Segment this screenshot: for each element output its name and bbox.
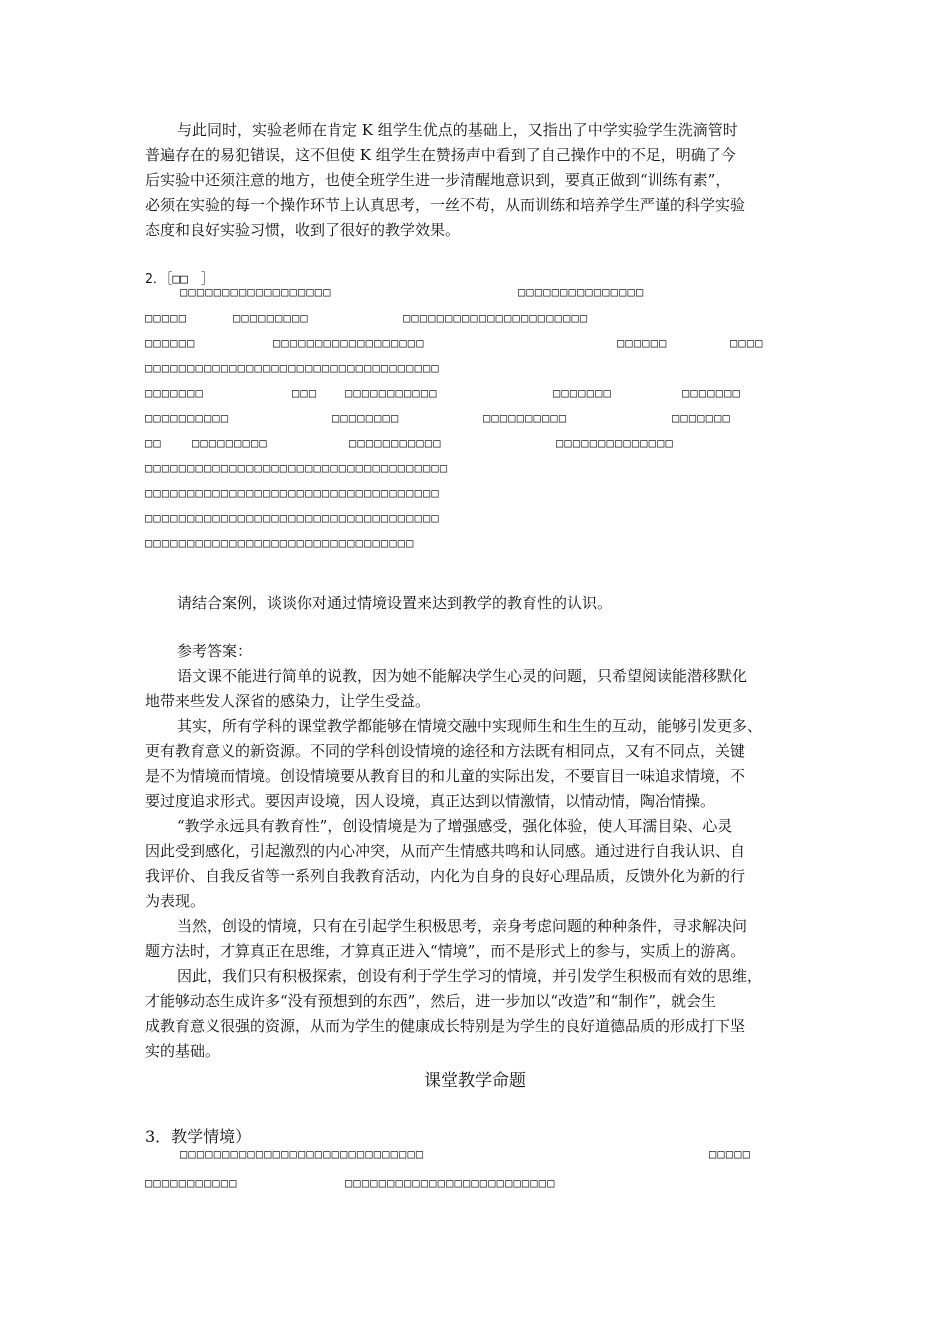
- garbled-text-segment: □□□□□□□□□□□: [345, 386, 438, 400]
- text-line: 题方法时，才算真正在思维，才算真正进入“情境”，而不是形式上的参与，实质上的游离。: [145, 942, 746, 960]
- text-line: 普遍存在的易犯错误，这不但使 K 组学生在赞扬声中看到了自己操作中的不足，明确了今: [145, 146, 736, 164]
- garbled-text-segment: □□□□□□: [617, 336, 668, 350]
- garbled-text-segment: □□□□□□□□□□□□□□□□□□□□□□□□□□□□□□□□□□□□: [145, 461, 449, 475]
- text-line: 态度和良好实验习惯，收到了很好的教学效果。: [145, 221, 461, 239]
- garbled-text-segment: □□□□□□□□□□□: [145, 1176, 238, 1190]
- answer-paragraph-5: [145, 964, 810, 1064]
- text-line: 要过度追求形式。要因声设境，因人设境，真正达到以情激情，以情动情，陶冶情操。: [145, 792, 716, 810]
- text-line: “教学永远具有教育性”，创设情境是为了增强感受，强化体验，使人耳濡目染、心灵: [177, 817, 733, 835]
- section-title: 课堂教学命题: [424, 1071, 526, 1091]
- garbled-text-segment: □□□□: [730, 336, 764, 350]
- garbled-text-segment: □□□□□: [709, 1147, 752, 1161]
- garbled-text-segment: □□□□□□□□□□□□□□□□□□□□□□□□□□□□□□□□□□□: [145, 511, 440, 525]
- garbled-text-segment: □□□□□□□□□□□□□□□□□□□□□□□□□□□□□□□□: [145, 536, 415, 550]
- text-line: 与此同时，实验老师在肯定 K 组学生优点的基础上，又指出了中学实验学生洗滴管时: [177, 121, 738, 139]
- text-line: 必须在实验的每一个操作环节上认真思考，一丝不苟，从而训练和培养学生严谨的科学实验: [145, 196, 746, 214]
- garbled-text-segment: □□□□□□□□□□□□□□: [556, 436, 674, 450]
- text-line: 更有教育意义的新资源。不同的学科创设情境的途径和方法既有相同点，又有不同点，关键: [145, 742, 746, 760]
- text-line: 语文课不能进行简单的说教，因为她不能解决学生心灵的问题，只希望阅读能潜移默化: [177, 667, 748, 685]
- garbled-text-segment: □□□□□□□: [682, 386, 741, 400]
- garbled-text-segment: □□□□□□□□□□□□□□□□□□□□□□□□□□□□□: [180, 1147, 425, 1161]
- text-line: 我评价、自我反省等一系列自我教育活动，内化为自身的良好心理品质，反馈外化为新的行: [145, 867, 746, 885]
- text-line: 是不为情境而情境。创设情境要从教育目的和儿童的实际出发，不要盲目一味追求情境，不: [145, 767, 746, 785]
- answer-paragraph-1: [145, 664, 810, 714]
- garbled-text-segment: □□□□□□□□□□□□□□□□□□: [273, 336, 425, 350]
- text-line: 因此受到感化，引起激烈的内心冲突，从而产生情感共鸣和认同感。通过进行自我认识、自: [145, 842, 746, 860]
- question-3-label: 3．教学情境）: [145, 1127, 252, 1146]
- text-line: 为表现。: [145, 892, 206, 910]
- garbled-text-segment: □□□□□: [145, 311, 188, 325]
- answer-paragraph-3: [145, 814, 810, 914]
- question-2-prompt: 请结合案例，谈谈你对通过情境设置来达到教学的教育性的认识。: [177, 594, 613, 612]
- garbled-text-segment: □□□□□□□□□□□□□□□□□□: [180, 285, 332, 299]
- garbled-text-segment: □□□□□□□□□□□□□□□□□□□□□□□□□: [345, 1176, 556, 1190]
- garbled-text-segment: □□□□□□□: [145, 386, 204, 400]
- text-line: 其实，所有学科的课堂教学都能够在情境交融中实现师生和生生的互动，能够引发更多、: [177, 717, 763, 735]
- garbled-text-segment: □□□□□□□□□□□□□□□□□□□□□□□□□□□□□□□□□□□: [145, 486, 440, 500]
- garbled-text-segment: □□□□□□: [145, 336, 196, 350]
- garbled-text-segment: □□□□□□□: [553, 386, 612, 400]
- question-2-label: 2．［□□ ］: [145, 272, 214, 287]
- text-line: 后实验中还须注意的地方，也使全班学生进一步清醒地意识到，要真正做到“训练有素”，: [145, 171, 731, 189]
- answer-label: 参考答案：: [177, 642, 253, 660]
- answer-paragraph-4: [145, 914, 810, 964]
- garbled-text-segment: □□□□□□□□: [332, 411, 400, 425]
- text-line: 因此，我们只有积极探索，创设有利于学生学习的情境，并引发学生积极而有效的思维，: [177, 967, 763, 985]
- text-line: 地带来些发人深省的感染力，让学生受益。: [145, 692, 431, 710]
- garbled-text-segment: □□□□□□□: [672, 411, 731, 425]
- garbled-text-segment: □□□□□□□□□: [233, 311, 309, 325]
- garbled-text-segment: □□□□□□□□□: [192, 436, 268, 450]
- text-line: 成教育意义很强的资源，从而为学生的健康成长特别是为学生的良好道德品质的形成打下坚: [145, 1017, 746, 1035]
- garbled-text-segment: □□: [145, 436, 162, 450]
- garbled-text-segment: □□□□□□□□□□□□□□□□□□□□□□: [403, 311, 589, 325]
- garbled-text-segment: □□□□□□□□□□□□□□□□□□□□□□□□□□□□□□□□□□□: [145, 361, 440, 375]
- garbled-text-segment: □□□: [292, 386, 318, 400]
- paragraph-experiment-feedback: [145, 118, 810, 243]
- text-line: 才能够动态生成许多“没有预想到的东西”，然后，进一步加以“改造”和“制作”，就会生: [145, 992, 717, 1010]
- garbled-text-segment: □□□□□□□□□□□□□□□: [518, 285, 645, 299]
- text-line: 当然，创设的情境，只有在引起学生积极思考，亲身考虑问题的种种条件，寻求解决问: [177, 917, 748, 935]
- answer-paragraph-2: [145, 714, 810, 814]
- text-line: 实的基础。: [145, 1042, 221, 1060]
- garbled-text-segment: □□□□□□□□□□: [145, 411, 230, 425]
- garbled-text-segment: □□□□□□□□□□□: [349, 436, 442, 450]
- garbled-text-segment: □□□□□□□□□□: [483, 411, 568, 425]
